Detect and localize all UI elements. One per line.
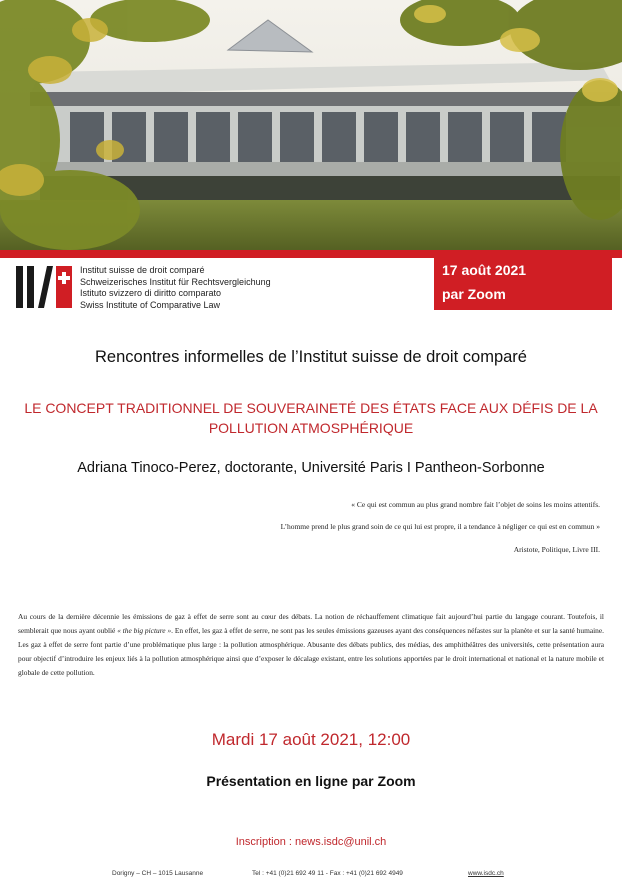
registration-label: Inscription : <box>235 836 296 848</box>
event-datetime: Mardi 17 août 2021, 12:00 <box>211 730 411 749</box>
footer-website-link[interactable]: www.isdc.ch <box>468 870 504 877</box>
institute-logo <box>16 264 316 314</box>
institute-name-it: Istituto svizzero di diritto comparato <box>80 288 222 298</box>
talk-title <box>20 398 602 438</box>
abstract-text-1: Au cours de la dernière décennie les émissions de gaz à effet de serre sont au cœur des débats. La notion de réchauffement climatique fait aujourd’hui partie du langage courant. Toutefois, il semblerait que nous ayant oublié <box>18 612 604 635</box>
date-badge-date: 17 août 2021 <box>442 262 527 278</box>
institute-logo-icon <box>16 264 74 310</box>
quote-attribution: Aristote, Politique, Livre III. <box>513 545 600 554</box>
hero-building-photo <box>0 0 622 258</box>
date-badge-mode: par Zoom <box>442 286 506 302</box>
quote-line-2: L’homme prend le plus grand soin de ce qui lui est propre, il a tendance à négliger ce qui est en commun » <box>280 522 600 531</box>
footer-phone: Tel : +41 (0)21 692 49 11 - Fax : +41 (0)21 692 4949 <box>252 870 403 877</box>
quote-line-1: « Ce qui est commun au plus grand nombre fait l’objet de soins les moins attentifs. <box>351 500 600 509</box>
talk-title-line-1: LE CONCEPT TRADITIONNEL DE SOUVERAINETÉ DES ÉTATS FACE AUX DÉFIS DE LA <box>24 400 598 416</box>
event-series-title: Rencontres informelles de l’Institut suisse de droit comparé <box>95 348 527 366</box>
date-badge <box>434 256 612 310</box>
event-format: Présentation en ligne par Zoom <box>206 773 416 789</box>
abstract-paragraph <box>18 610 604 680</box>
institute-name-de: Schweizerisches Institut für Rechtsvergleichung <box>80 276 271 287</box>
registration-email-link[interactable]: news.isdc@unil.ch <box>295 836 387 848</box>
abstract-italic: « the big picture » <box>117 626 172 635</box>
abstract-text-2: . En effet, les gaz à effet de serre, ne sont pas les seules émissions gazeuses ayant des conséquences néfastes sur la planète et sur la santé humaine. Les gaz à effet de serre font partie d’une problématique plus large : la pollution atmosphérique. Abusante des débats publics, des médias, des amphithéâtres des universités, cette présentation aura pour objectif d’introduire les enjeux liés à la pollution atmosphérique ainsi que d’exposer le décalage existant, entre les solutions apportées par le droit international et national et la nature mobile et globale de cette pollution. <box>18 626 604 677</box>
footer-address: Dorigny – CH – 1015 Lausanne <box>112 870 204 877</box>
registration <box>20 836 602 848</box>
institute-name-en: Swiss Institute of Comparative Law <box>80 299 221 310</box>
speaker: Adriana Tinoco-Perez, doctorante, Université Paris I Pantheon-Sorbonne <box>77 460 545 476</box>
institute-name-fr: Institut suisse de droit comparé <box>80 265 205 275</box>
talk-title-line-2: POLLUTION ATMOSPHÉRIQUE <box>208 420 414 436</box>
